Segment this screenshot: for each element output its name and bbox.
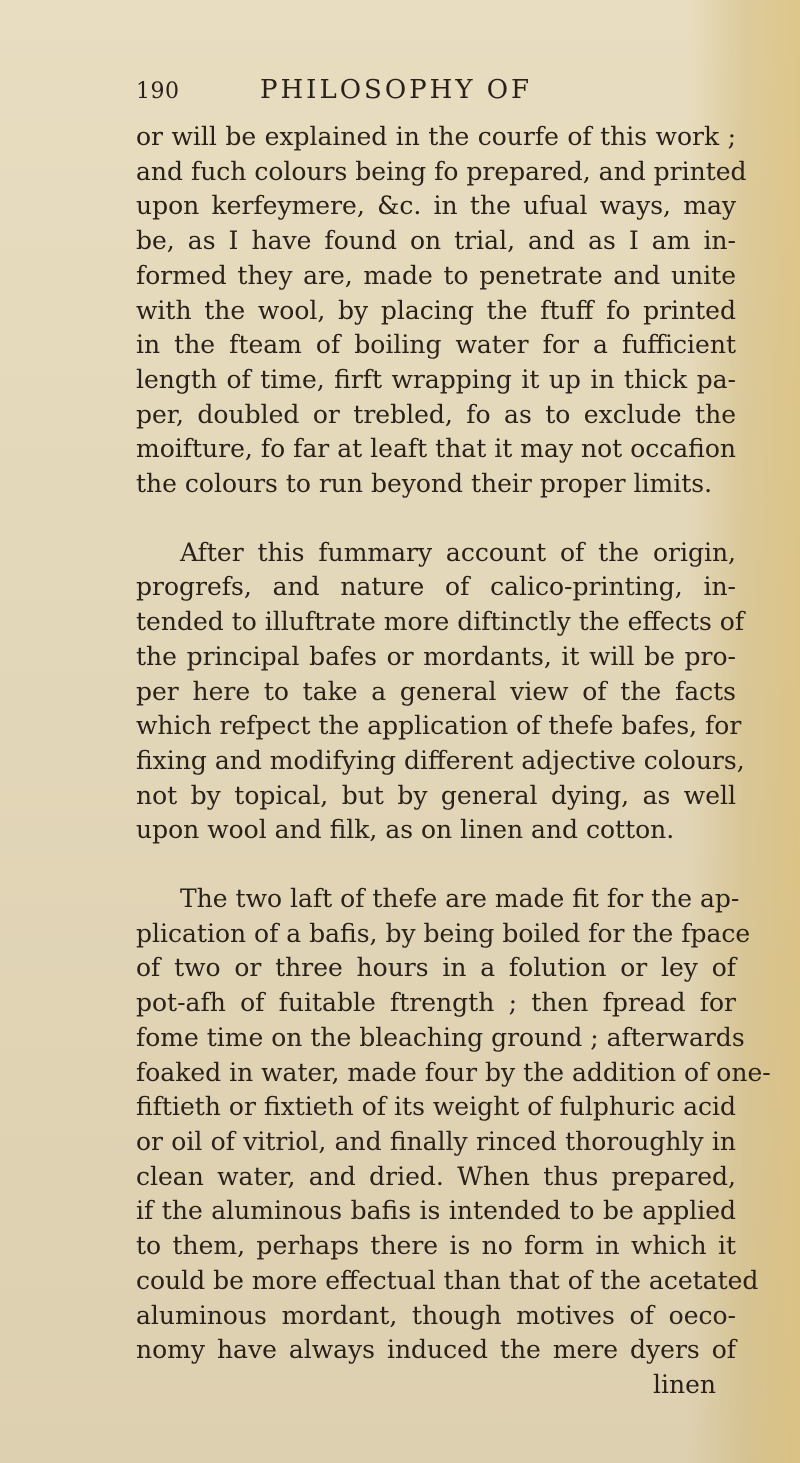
text-line: plication of a bafis, by being boiled for the fpace (136, 918, 751, 948)
text-line: fome time on the bleaching ground ; afterwards (136, 1022, 745, 1052)
text-line: not by topical, but by general dying, as well (136, 780, 736, 810)
paragraph-1 (136, 120, 747, 502)
text-line: be, as I have found on trial, and as I am in- (136, 226, 736, 256)
text-line: fixing and modifying different adjective colours, (136, 745, 745, 775)
text-line: length of time, firft wrapping it up in thick pa- (136, 364, 736, 394)
text-line: upon kerfeymere, &c. in the ufual ways, may (136, 191, 736, 221)
text-line: moifture, fo far at leaft that it may not occafion (136, 434, 736, 464)
text-line: if the aluminous bafis is intended to be applied (136, 1196, 736, 1226)
text-line: could be more effectual than that of the acetated (136, 1265, 759, 1295)
catchword: linen (653, 1369, 716, 1399)
text-line: in the fteam of boiling water for a fufficient (136, 330, 736, 360)
text-line: pot-afh of fuitable ftrength ; then fpread for (136, 988, 736, 1018)
paragraph-3 (136, 882, 771, 1403)
text-line: nomy have always induced the mere dyers of (136, 1335, 736, 1365)
text-line: tended to illuftrate more diftinctly the effects of (136, 607, 745, 637)
text-line: with the wool, by placing the ftuff fo printed (136, 295, 736, 325)
text-line: per, doubled or trebled, fo as to exclude the (136, 399, 736, 429)
text-line: to them, perhaps there is no form in which it (136, 1231, 736, 1261)
page-number: 190 (136, 79, 180, 104)
text-line: aluminous mordant, though motives of oeco- (136, 1300, 736, 1330)
text-line: foaked in water, made four by the addition of one- (136, 1057, 771, 1087)
text-line: the principal bafes or mordants, it will be pro- (136, 641, 736, 671)
running-head: PHILOSOPHY OF (260, 75, 533, 105)
text-line: The two laft of thefe are made fit for the ap- (180, 884, 740, 914)
text-line: which refpect the application of thefe bafes, for (136, 711, 742, 741)
text-line: progrefs, and nature of calico-printing, in- (136, 572, 736, 602)
text-line: and fuch colours being fo prepared, and printed (136, 156, 747, 186)
page-header (136, 75, 726, 115)
text-line: After this fummary account of the origin, (180, 537, 736, 567)
text-line: the colours to run beyond their proper limits. (136, 469, 713, 499)
text-line: fiftieth or fixtieth of its weight of fulphuric acid (136, 1092, 736, 1122)
text-line: formed they are, made to penetrate and unite (136, 260, 736, 290)
text-line: upon wool and filk, as on linen and cotton. (136, 815, 675, 845)
text-line: or oil of vitriol, and finally rinced thoroughly in (136, 1126, 736, 1156)
text-line: or will be explained in the courfe of this work ; (136, 122, 736, 151)
body-text (136, 120, 771, 1403)
text-line: of two or three hours in a folution or ley of (136, 953, 736, 983)
text-line: clean water, and dried. When thus prepared, (136, 1161, 736, 1191)
paragraph-2 (136, 536, 745, 848)
text-line: per here to take a general view of the facts (136, 676, 736, 706)
